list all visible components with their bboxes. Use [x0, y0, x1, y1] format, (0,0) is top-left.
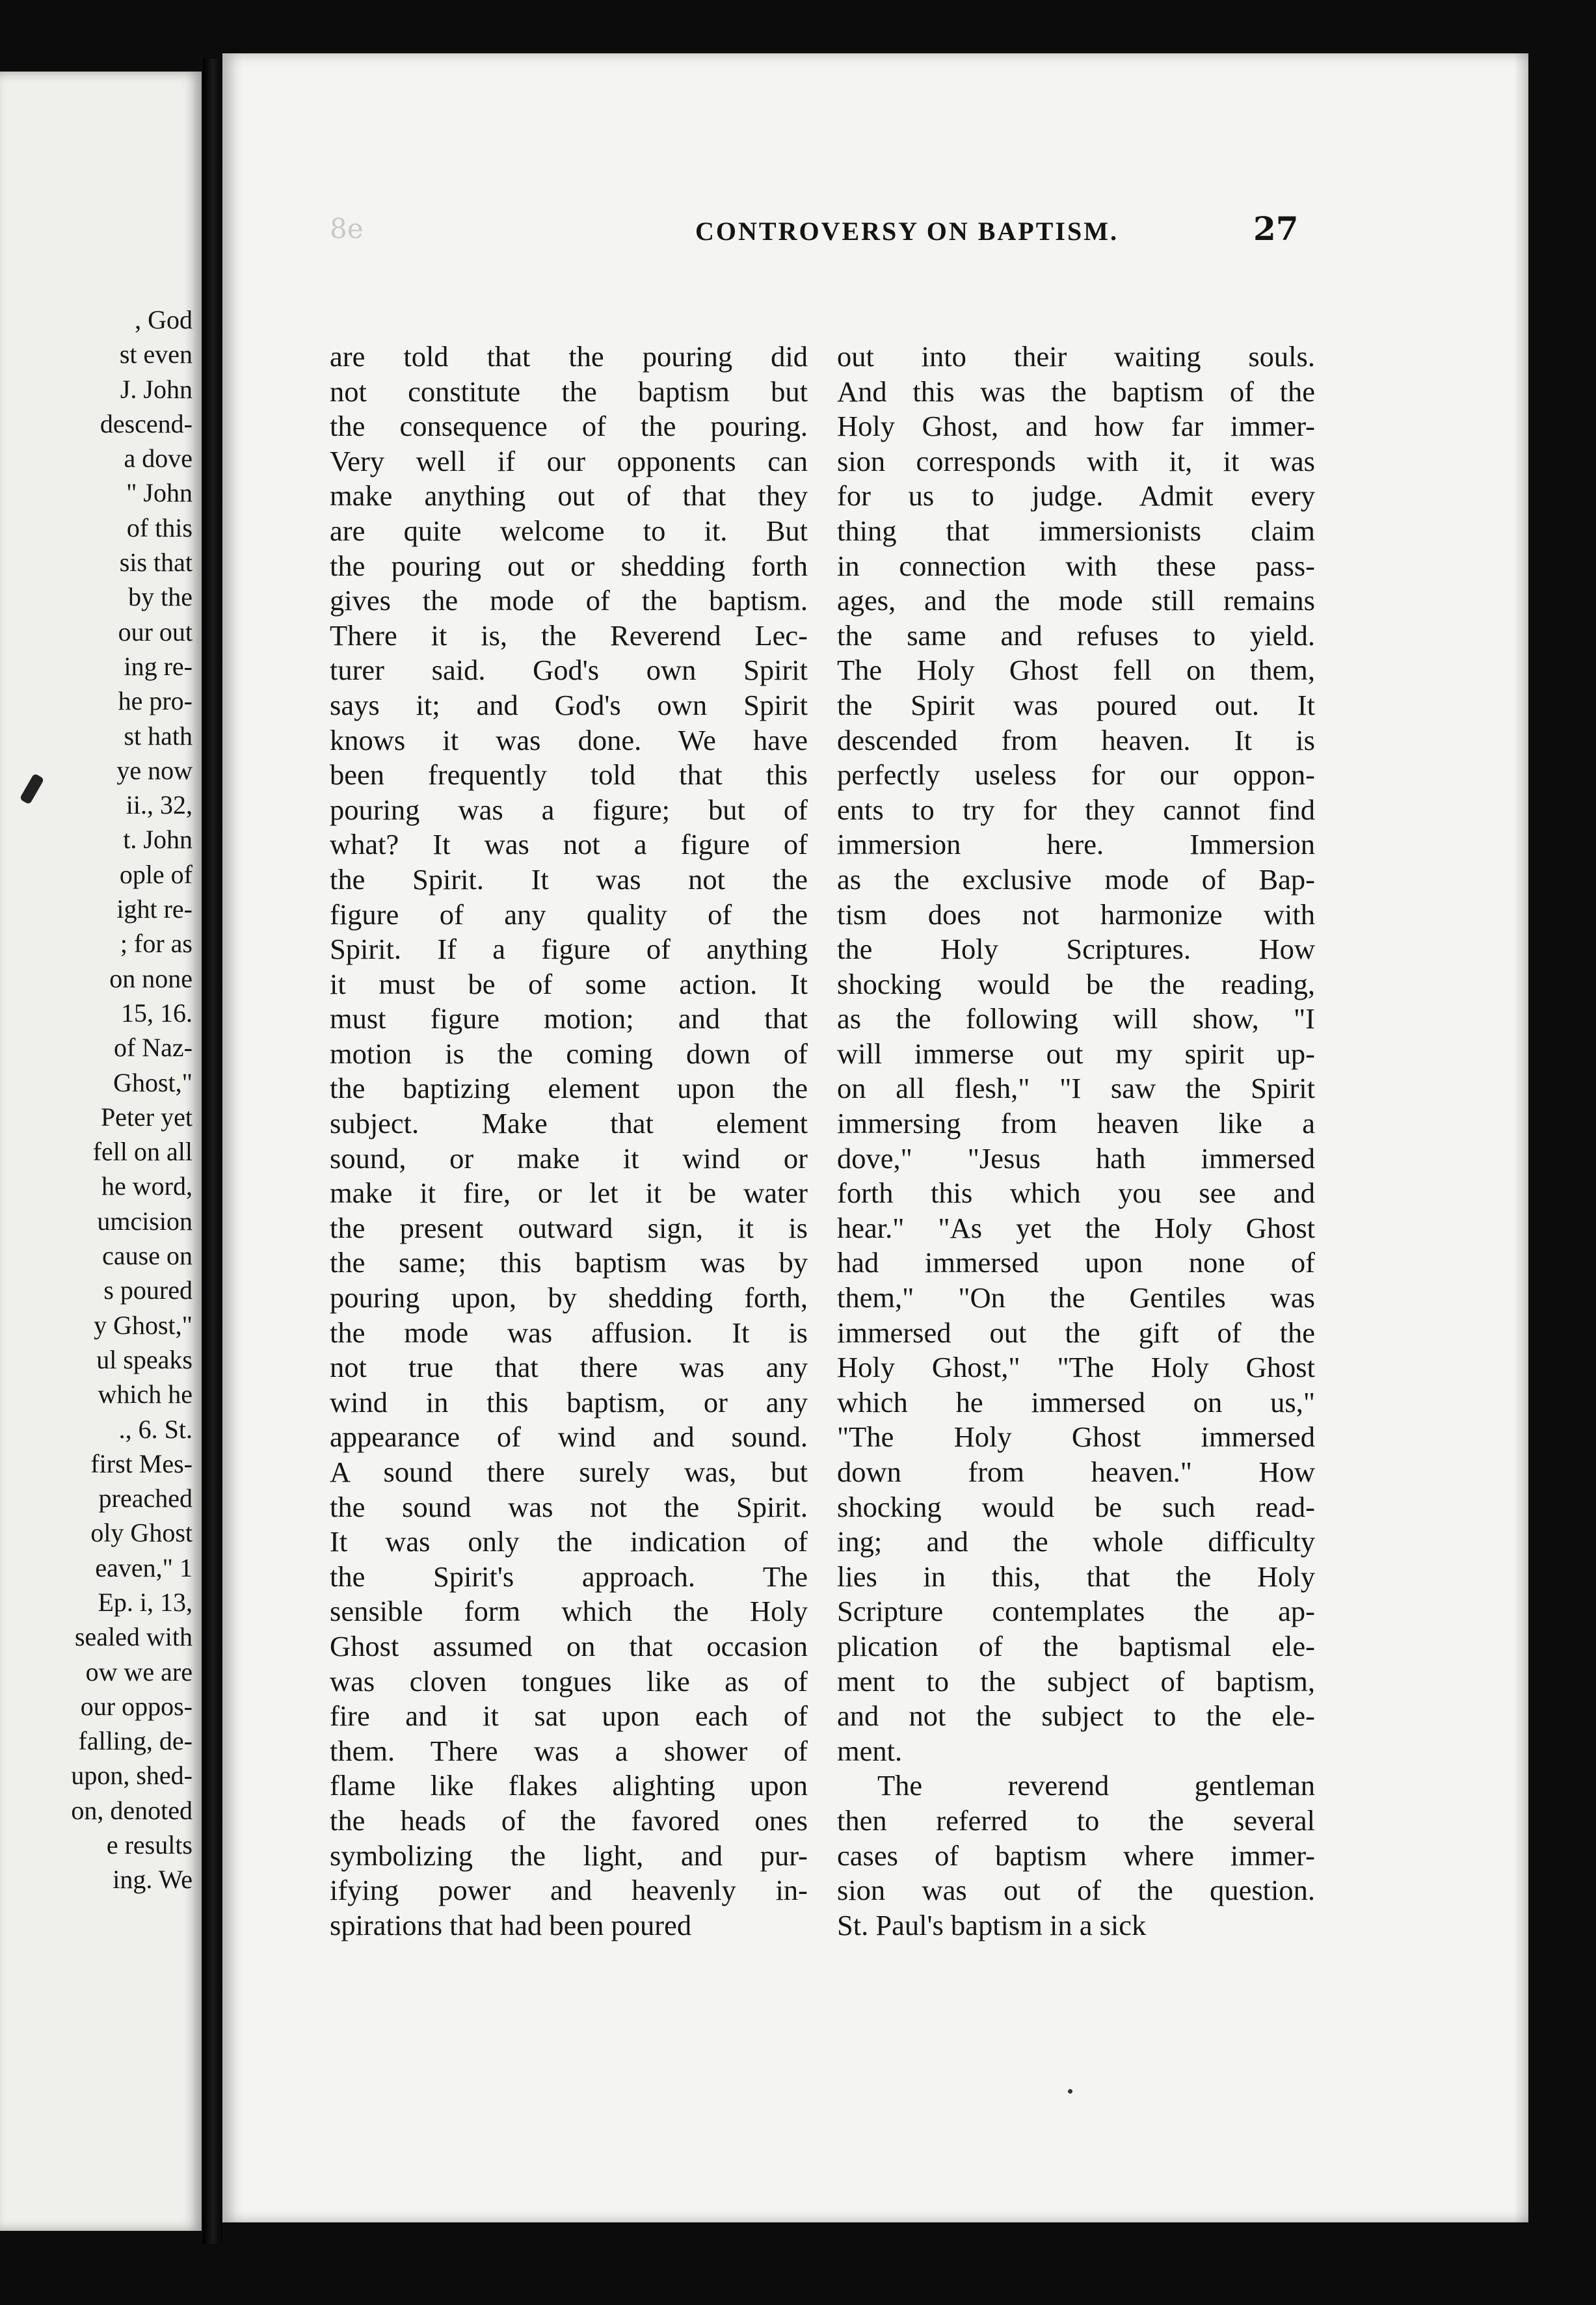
- text-line: knows it was done. We have: [330, 723, 808, 756]
- text-line: as the exclusive mode of Bap-: [837, 862, 1315, 896]
- text-line: Spirit. If a figure of anything: [330, 933, 808, 966]
- text-line: pouring was a figure; but of: [330, 793, 808, 826]
- text-line: in connection with these pass-: [837, 549, 1315, 582]
- text-line: the present outward sign, it is: [330, 1211, 808, 1244]
- ink-speck: [1068, 2089, 1072, 2094]
- text-line: appearance of wind and sound.: [330, 1420, 808, 1454]
- text-line: fire and it sat upon each of: [330, 1699, 808, 1733]
- facing-page-line: ople of: [119, 859, 193, 889]
- page-edge-shadow: [1514, 53, 1528, 2222]
- facing-page-line: cause on: [102, 1241, 193, 1271]
- facing-page-line: ight re-: [116, 894, 193, 924]
- text-line: the pouring out or shedding forth: [330, 549, 808, 582]
- facing-page-line: by the: [128, 582, 193, 612]
- facing-page-line: fell on all: [92, 1137, 193, 1167]
- text-line: spirations that had been poured: [330, 1908, 692, 1941]
- text-line: the Spirit's approach. The: [330, 1560, 808, 1593]
- text-line: Very well if our opponents can: [330, 444, 808, 477]
- text-line: immersing from heaven like a: [837, 1107, 1315, 1140]
- book-gutter: [203, 59, 222, 2244]
- facing-page-line: on none: [109, 963, 193, 993]
- text-line: immersion here. Immersion: [837, 828, 1315, 861]
- text-line: ment to the subject of baptism,: [837, 1664, 1315, 1698]
- text-column-right: [837, 340, 1315, 1943]
- text-line: pouring upon, by shedding forth,: [330, 1281, 808, 1314]
- text-line: not true that there was any: [330, 1351, 808, 1384]
- text-line: Ghost assumed on that occasion: [330, 1629, 808, 1662]
- facing-page-line: y Ghost,": [94, 1310, 193, 1340]
- text-line: the baptizing element upon the: [330, 1072, 808, 1105]
- text-line: make anything out of that they: [330, 479, 808, 513]
- text-line: gives the mode of the baptism.: [330, 584, 808, 617]
- text-line: and not the subject to the ele-: [837, 1699, 1315, 1733]
- facing-page-line: oly Ghost: [90, 1518, 193, 1548]
- facing-page-line: st hath: [124, 721, 193, 751]
- text-line: "The Holy Ghost immersed: [837, 1420, 1315, 1454]
- facing-page-line: our oppos-: [80, 1691, 193, 1721]
- text-line: flame like flakes alighting upon: [330, 1769, 808, 1802]
- facing-page-line: ye now: [116, 755, 193, 785]
- facing-page-line: Ghost,": [113, 1067, 193, 1097]
- text-line: ing; and the whole difficulty: [837, 1525, 1315, 1558]
- text-line: shocking would be the reading,: [837, 967, 1315, 1000]
- text-line: A sound there surely was, but: [330, 1456, 808, 1488]
- text-line: the Holy Scriptures. How: [837, 933, 1315, 966]
- facing-page-line: s poured: [103, 1275, 193, 1305]
- text-line: ents to try for they cannot find: [837, 793, 1315, 826]
- text-line: perfectly useless for our oppon-: [837, 758, 1315, 792]
- text-line: Holy Ghost, and how far immer-: [837, 410, 1315, 443]
- text-line: symbolizing the light, and pur-: [330, 1839, 808, 1872]
- facing-page-line: upon, shed-: [71, 1761, 193, 1791]
- text-line: The reverend gentleman: [877, 1769, 1315, 1802]
- facing-page-line: of Naz-: [113, 1033, 193, 1063]
- text-line: subject. Make that element: [330, 1107, 808, 1140]
- facing-page-line: eaven," 1: [95, 1552, 193, 1582]
- text-line: it must be of some action. It: [330, 967, 808, 1000]
- text-line: hear." "As yet the Holy Ghost: [837, 1211, 1315, 1244]
- text-line: figure of any quality of the: [330, 898, 808, 931]
- text-line: as the following will show, "I: [837, 1002, 1315, 1035]
- text-line: ifying power and heavenly in-: [330, 1874, 808, 1907]
- facing-page-line: sealed with: [74, 1622, 193, 1652]
- facing-page-line: 15, 16.: [121, 998, 193, 1028]
- text-line: the consequence of the pouring.: [330, 410, 808, 443]
- facing-page-fragment: [0, 72, 202, 2231]
- facing-page-line: ing re-: [124, 651, 193, 681]
- facing-page-line: ; for as: [120, 929, 193, 959]
- text-line: ages, and the mode still remains: [837, 584, 1315, 617]
- text-line: the Spirit. It was not the: [330, 862, 808, 896]
- running-head: CONTROVERSY ON BAPTISM.: [695, 217, 1119, 246]
- text-line: sound, or make it wind or: [330, 1141, 808, 1175]
- text-line: forth this which you see and: [837, 1177, 1315, 1210]
- text-line: immersed out the gift of the: [837, 1316, 1315, 1349]
- text-line: The Holy Ghost fell on them,: [837, 654, 1315, 687]
- facing-page-line: on, denoted: [71, 1795, 193, 1825]
- text-line: dove," "Jesus hath immersed: [837, 1141, 1315, 1175]
- text-line: Holy Ghost," "The Holy Ghost: [837, 1351, 1315, 1384]
- text-line: says it; and God's own Spirit: [330, 688, 808, 721]
- facing-page-line: he word,: [101, 1171, 193, 1201]
- facing-page-line: he pro-: [118, 686, 193, 716]
- text-line: sensible form which the Holy: [330, 1595, 808, 1628]
- facing-page-line: st even: [119, 340, 193, 369]
- text-line: been frequently told that this: [330, 758, 808, 792]
- text-line: motion is the coming down of: [330, 1037, 808, 1070]
- text-line: on all flesh," "I saw the Spirit: [837, 1072, 1315, 1105]
- text-line: tism does not harmonize with: [837, 898, 1315, 931]
- facing-page-line: preached: [98, 1484, 193, 1513]
- facing-page-line: which he: [98, 1379, 193, 1409]
- text-line: lies in this, that the Holy: [837, 1560, 1315, 1593]
- text-line: not constitute the baptism but: [330, 375, 808, 408]
- facing-page-line: descend-: [100, 408, 193, 438]
- page-number: 27: [1253, 209, 1299, 248]
- facing-page-line: Ep. i, 13,: [98, 1587, 193, 1617]
- text-line: the sound was not the Spirit.: [330, 1490, 808, 1523]
- text-line: Scripture contemplates the ap-: [837, 1595, 1315, 1628]
- text-line: them," "On the Gentiles was: [837, 1281, 1315, 1314]
- text-line: for us to judge. Admit every: [837, 479, 1315, 513]
- text-line: what? It was not a figure of: [330, 828, 808, 861]
- text-line: had immersed upon none of: [837, 1246, 1315, 1279]
- facing-page-line: " John: [126, 478, 193, 508]
- facing-page-line: J. John: [120, 374, 193, 404]
- facing-page-line: ul speaks: [96, 1344, 193, 1374]
- text-line: out into their waiting souls.: [837, 340, 1315, 373]
- text-line: It was only the indication of: [330, 1525, 808, 1558]
- facing-page-line: a dove: [124, 444, 193, 473]
- text-line: And this was the baptism of the: [837, 375, 1315, 408]
- text-line: are quite welcome to it. But: [330, 514, 808, 547]
- text-line: the same; this baptism was by: [330, 1246, 808, 1279]
- facing-page-line: ing. We: [113, 1865, 193, 1895]
- text-line: the mode was affusion. It is: [330, 1316, 808, 1349]
- facing-page-line: umcision: [97, 1206, 193, 1236]
- facing-page-line: e results: [106, 1830, 193, 1860]
- faint-page-number: 8e: [330, 213, 364, 245]
- facing-page-line: of this: [126, 513, 193, 542]
- facing-page-line: ow we are: [85, 1657, 193, 1686]
- facing-page-line: t. John: [123, 825, 193, 855]
- text-line: turer said. God's own Spirit: [330, 654, 808, 687]
- text-line: sion corresponds with it, it was: [837, 444, 1315, 477]
- text-line: them. There was a shower of: [330, 1734, 808, 1767]
- text-line: which he immersed on us,": [837, 1385, 1315, 1419]
- text-line: cases of baptism where immer-: [837, 1839, 1315, 1872]
- facing-page-line: , God: [135, 305, 193, 334]
- text-line: the heads of the favored ones: [330, 1804, 808, 1837]
- text-line: make it fire, or let it be water: [330, 1177, 808, 1210]
- text-line: the same and refuses to yield.: [837, 619, 1315, 652]
- text-line: shocking would be such read-: [837, 1490, 1315, 1523]
- text-line: are told that the pouring did: [330, 340, 808, 373]
- text-line: wind in this baptism, or any: [330, 1385, 808, 1419]
- text-line: then referred to the several: [837, 1804, 1315, 1837]
- book-page: [222, 53, 1528, 2222]
- facing-page-line: Peter yet: [100, 1102, 193, 1132]
- text-line: will immerse out my spirit up-: [837, 1037, 1315, 1070]
- facing-page-line: falling, de-: [78, 1726, 193, 1756]
- text-line: was cloven tongues like as of: [330, 1664, 808, 1698]
- text-line: plication of the baptismal ele-: [837, 1629, 1315, 1662]
- text-line: down from heaven." How: [837, 1456, 1315, 1488]
- text-line: There it is, the Reverend Lec-: [330, 619, 808, 652]
- facing-page-text: [0, 302, 193, 1897]
- text-line: sion was out of the question.: [837, 1874, 1315, 1907]
- facing-page-line: ii., 32,: [126, 790, 193, 820]
- text-line: St. Paul's baptism in a sick: [837, 1908, 1147, 1941]
- text-column-left: [330, 340, 808, 1943]
- text-line: descended from heaven. It is: [837, 723, 1315, 756]
- facing-page-line: sis that: [119, 548, 193, 578]
- text-line: must figure motion; and that: [330, 1002, 808, 1035]
- text-line: ment.: [837, 1734, 903, 1767]
- facing-page-line: first Mes-: [90, 1448, 193, 1478]
- text-line: the Spirit was poured out. It: [837, 688, 1315, 721]
- facing-page-line: ., 6. St.: [118, 1414, 193, 1444]
- facing-page-line: our out: [118, 617, 193, 646]
- text-line: thing that immersionists claim: [837, 514, 1315, 547]
